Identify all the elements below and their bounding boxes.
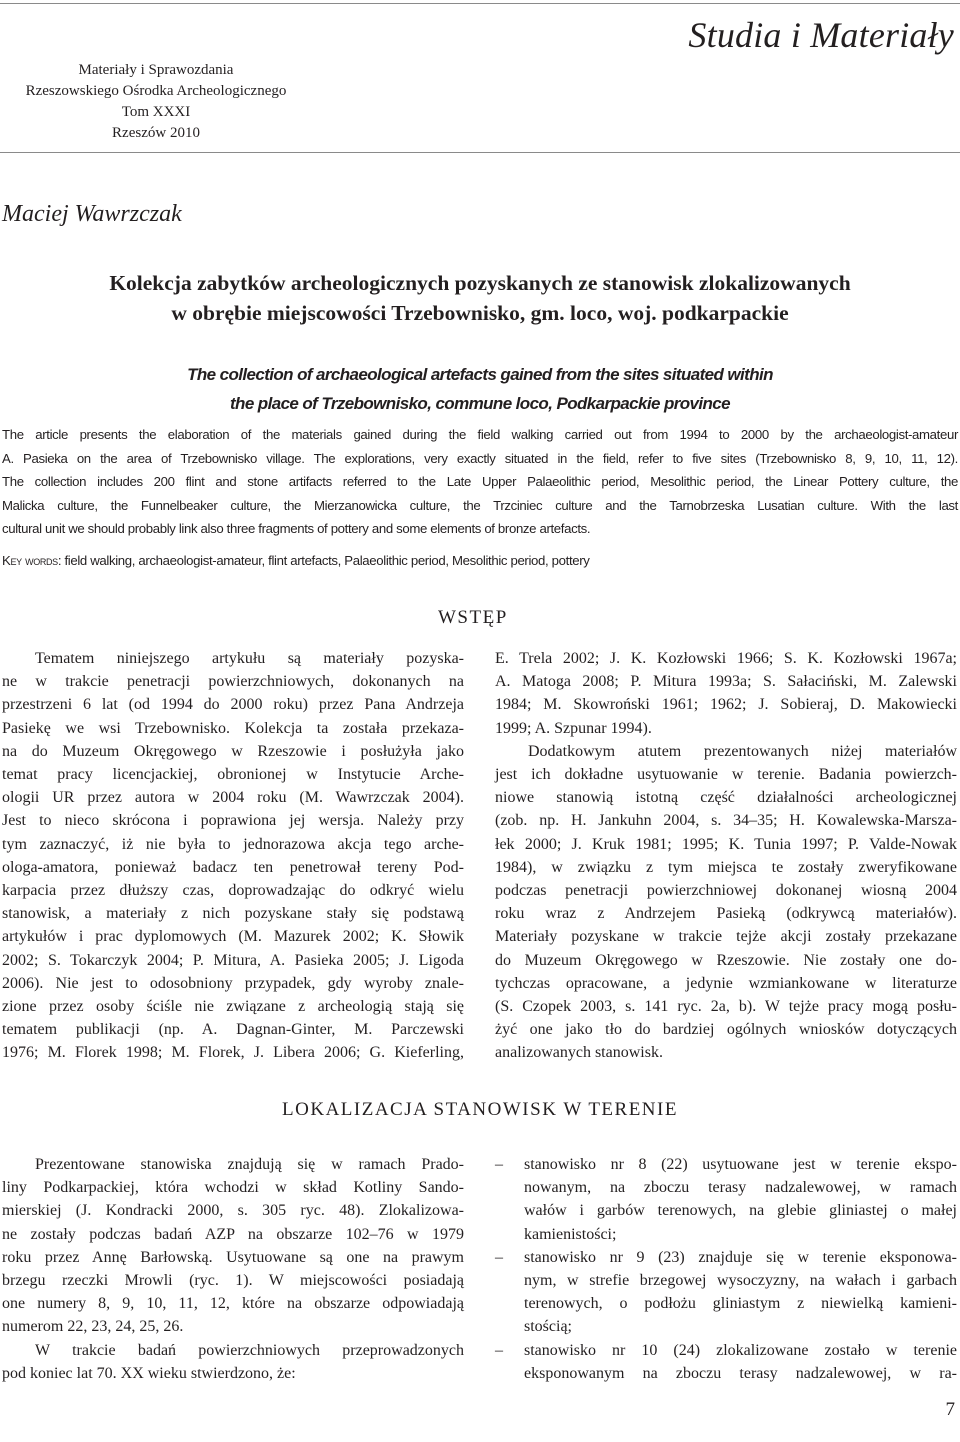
- text-line: liny Podkarpackiej, która wchodzi w skład Kotliny Sando-: [2, 1179, 464, 1197]
- text-line: 1999; A. Szpunar 1994).: [495, 719, 652, 737]
- text-line: zione przez osoby ściśle nie związane z archeologią stają się: [2, 998, 464, 1016]
- section-heading-site-location: LOKALIZACJA STANOWISK W TERENIE: [282, 1099, 678, 1120]
- text-column-right: [495, 647, 957, 1065]
- text-line: Materiały pozyskane w trakcie tejże akcji zostały przekazane: [495, 928, 957, 946]
- keywords-text: field walking, archaeologist-amateur, flint artefacts, Palaeolithic period, Mesolithic period, pottery: [64, 553, 590, 568]
- section-label: Studia i Materiały: [688, 15, 954, 55]
- journal-line: Rzeszowskiego Ośrodka Archeologicznego: [25, 83, 287, 99]
- list-item: [495, 1153, 957, 1246]
- title-line: w obrębie miejscowości Trzebownisko, gm. loco, woj. podkarpackie: [171, 301, 789, 325]
- text-line: temat pracy licencjackiej, obronionej w Instytucie Arche-: [2, 766, 464, 784]
- text-column-left-2: [2, 1153, 464, 1385]
- abstract-line: The article presents the elaboration of the materials gained during the field walking carried out from 1994 to 2000 by the archaeologist-amateur: [2, 427, 958, 442]
- journal-line: Tom XXXI: [121, 104, 191, 120]
- text-line: Dodatkowym atutem prezentowanych niżej materiałów: [528, 742, 957, 760]
- page-number: 7: [945, 1399, 955, 1420]
- text-line: stanowisk, a materiały z nich pozyskane stały się podstawą: [2, 905, 464, 923]
- text-line: na do Muzeum Okręgowego w Rzeszowie i posłużyła jako: [2, 742, 464, 760]
- text-line: Tematem niniejszego artykułu są materiały pozyska-: [35, 650, 464, 667]
- title-en-line: The collection of archaeological artefacts gained from the sites situated within: [187, 365, 773, 384]
- keywords: [2, 549, 590, 573]
- text-line: przestrzeni 6 lat (od 1994 do 2000 roku) przez Pana Andrzeja: [2, 696, 464, 714]
- article-title: [0, 268, 960, 328]
- list-item: [495, 1246, 957, 1339]
- abstract-line: Malicka culture, the Funnelbeaker culture, the Mierzanowicka culture, the Trzciniec culture and the Tarnobrzeska Lusatian culture. With the last: [2, 497, 958, 513]
- text-line: pod koniec lat 70. XX wieku stwierdzono, że:: [2, 1364, 296, 1382]
- text-line: niowe stanowią istotną część działalności archeologicznej: [495, 789, 957, 807]
- header-rule: [0, 3, 960, 4]
- text-line: jest ich dokładne usytuowanie w terenie. Badania powierzch-: [495, 766, 957, 784]
- author-name: Maciej Wawrzczak: [2, 201, 182, 227]
- text-line: stanowisko nr 10 (24) zlokalizowane zostało w terenie: [524, 1341, 957, 1359]
- text-line: karpacia przez dłuższy czas, doprowadzając do odkryć wielu: [2, 882, 464, 900]
- text-line: W trakcie badań powierzchniowych przeprowadzonych: [35, 1341, 464, 1359]
- text-line: A. Matoga 2008; P. Mitura 1993a; S. Sałaciński, M. Zalewski: [495, 673, 957, 691]
- text-line: tychczas opracowane, a jedynie wzmiankowane w literaturze: [495, 974, 957, 992]
- journal-info: [0, 60, 312, 144]
- text-line: 1976; M. Florek 1998; M. Florek, J. Libera 2006; G. Kieferling,: [2, 1044, 464, 1062]
- title-line: Kolekcja zabytków archeologicznych pozyskanych ze stanowisk zlokalizowanych: [109, 271, 851, 295]
- text-line: ologa-amatora, ponieważ badacz ten penetrował tereny Pod-: [2, 858, 464, 876]
- text-line: stością;: [524, 1318, 572, 1336]
- keywords-label: Key words:: [2, 553, 62, 568]
- text-line: 2002; S. Tokarczyk 2004; P. Mitura, A. Pasieka 2005; J. Ligoda: [2, 951, 464, 969]
- text-line: (zob. np. H. Jankuhn 2004, s. 34–35; H. Kowalewska-Marsza-: [495, 812, 957, 830]
- text-column-left: [2, 647, 464, 1065]
- site-list: [495, 1153, 957, 1385]
- text-line: numerom 22, 23, 24, 25, 26.: [2, 1318, 184, 1336]
- text-line: 1984; M. Skowroński 1961; 1962; J. Sobieraj, D. Makowiecki: [495, 696, 957, 714]
- list-dash: –: [495, 1341, 503, 1359]
- header-bottom-rule: [0, 152, 960, 153]
- text-line: tematem publikacji (np. A. Dagnan-Ginter, M. Parczewski: [2, 1021, 464, 1039]
- text-line: tym zaznaczyć, iż nie była to jednorazowa akcja tego arche-: [2, 835, 464, 853]
- text-line: nym, w strefie brzegowej wysoczyzny, na wałach i garbach: [524, 1272, 957, 1290]
- text-line: łek 2000; J. Kruk 1981; 1995; K. Tunia 1997; P. Valde-Nowak: [495, 835, 957, 853]
- abstract: [2, 423, 958, 541]
- text-line: stanowisko nr 8 (22) usytuowane jest w terenie ekspo-: [524, 1156, 957, 1173]
- text-line: roku przez Annę Barłowską. Usytuowane są one na prawym: [2, 1248, 464, 1266]
- text-line: ne w trakcie penetracji powierzchniowych, dokonanych na: [2, 673, 464, 691]
- text-line: ologii UR przez autora w 2004 roku (M. Wawrzczak 2004).: [2, 789, 464, 807]
- text-line: Prezentowane stanowiska znajdują się w ramach Prado-: [35, 1156, 464, 1173]
- text-line: nowanym, na zboczu terasy nadzalewowej, w ramach: [524, 1179, 957, 1197]
- article-title-english: [0, 360, 960, 418]
- abstract-line: cultural unit we should probably link also three fragments of pottery and some elements of bronze artefacts.: [2, 521, 591, 536]
- text-line: stanowisko nr 9 (23) znajduje się w terenie eksponowa-: [524, 1248, 957, 1266]
- text-line: kamienistości;: [524, 1225, 617, 1243]
- text-line: eksponowanym na zboczu terasy nadzalewowej, w ra-: [524, 1364, 957, 1382]
- journal-line: Rzeszów 2010: [112, 125, 200, 141]
- text-line: żyć one jako tło do bardziej ogólnych wniosków dotyczących: [495, 1021, 957, 1039]
- list-dash: –: [495, 1248, 503, 1266]
- text-line: roku wraz z Andrzejem Pasieką (odkrywcą materiałów).: [495, 905, 957, 923]
- text-line: podczas penetracji powierzchniowej dokonanej wiosną 2004: [495, 882, 957, 900]
- abstract-line: A. Pasieka on the area of Trzebownisko village. The explorations, very exactly situated in the field, refer to five sites (Trzebownisko 8, 9, 10, 11, 12).: [2, 450, 958, 466]
- text-line: Jest to nieco skrócona i poprawiona jej wersja. Należy przy: [2, 812, 464, 830]
- text-line: 1984), w związku z tym miejsca te zostały zweryfikowane: [495, 858, 957, 876]
- list-item: [495, 1339, 957, 1385]
- text-line: mierskiej (J. Kondracki 2000, s. 305 ryc. 48). Zlokalizowa-: [2, 1202, 464, 1220]
- title-en-line: the place of Trzebownisko, commune loco, Podkarpackie province: [229, 394, 731, 413]
- journal-line: Materiały i Sprawozdania: [78, 62, 234, 78]
- text-line: one numery 8, 9, 10, 11, 12, które na obszarze odpowiadają: [2, 1295, 464, 1313]
- list-dash: –: [495, 1156, 503, 1173]
- text-line: do Muzeum Okręgowego w Rzeszowie. Nie zostały one do-: [495, 951, 957, 969]
- abstract-line: The collection includes 200 flint and stone artifacts referred to the Late Upper Palaeolithic period, Mesolithic period, the Linear Pottery culture, the: [2, 474, 958, 489]
- section-heading-introduction: WSTĘP: [438, 607, 508, 628]
- text-line: brzegu rzeczki Mrowli (ryc. 1). W miejscowości posiadają: [2, 1272, 464, 1290]
- text-line: artykułów i prac dyplomowych (M. Mazurek 2002; K. Słowik: [2, 928, 464, 946]
- text-line: wałów i garbów terenowych, na glebie gliniastej o małej: [524, 1202, 957, 1220]
- text-line: 2006). Nie jest to odosobniony przypadek, gdy wyroby znale-: [2, 974, 464, 992]
- text-line: terenowych, o podłożu gliniastym z niewielką kamieni-: [524, 1295, 957, 1313]
- text-line: E. Trela 2002; J. K. Kozłowski 1966; S. K. Kozłowski 1967a;: [495, 650, 957, 667]
- text-line: analizowanych stanowisk.: [495, 1044, 663, 1062]
- text-line: ne zostały podczas badań AZP na obszarze 102–76 w 1979: [2, 1225, 464, 1243]
- text-line: Pasiekę we wsi Trzebownisko. Kolekcja ta została przekaza-: [2, 719, 464, 737]
- text-line: (S. Czopek 2003, s. 141 ryc. 2a, b). W tejże pracy mogą posłu-: [495, 998, 957, 1016]
